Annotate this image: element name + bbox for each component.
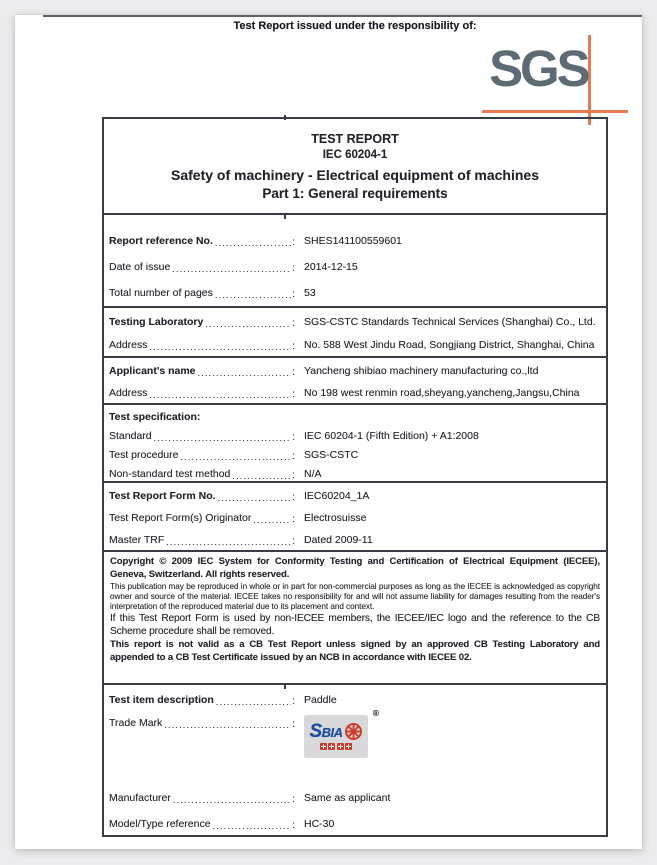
table-row: Address ..... : No. 588 West Jindu Road, Songjiang District, Shanghai, China (109, 333, 601, 356)
row-label: Model/Type reference (109, 818, 211, 830)
trademark-chinese-text (320, 743, 353, 750)
copyright-notice: Copyright © 2009 IEC System for Conformity Testing and Certification of Electrical Equipment (IECEE), Geneva, Switzerland. All rights reserved. (110, 556, 600, 580)
trademark-logo (304, 708, 379, 758)
section-test-item (104, 683, 606, 835)
dotted-leader (232, 471, 291, 481)
row-label: Standard (109, 429, 152, 442)
row-label: Test Report Form No. (109, 490, 216, 502)
dotted-leader (216, 697, 291, 707)
standard-name: Safety of machinery - Electrical equipment of machines (171, 167, 539, 183)
dotted-leader (215, 238, 291, 248)
section-test-specification (104, 403, 606, 481)
sgs-logo-text: SGS (489, 39, 588, 98)
section-report-reference (104, 213, 606, 306)
table-row: Testing Laboratory ..... : SGS-CSTC Standards Technical Services (Shanghai) Co., Ltd. (109, 310, 601, 333)
dotted-leader (215, 290, 291, 300)
table-row: Total number of pages ..... : 53 (109, 280, 601, 306)
row-value: IEC 60204-1 (Fifth Edition) + A1:2008 (304, 429, 479, 442)
row-value: Dated 2009-11 (304, 534, 373, 546)
table-row: Test Report Form No. ..... : IEC60204_1A (109, 485, 601, 507)
row-label: Trade Mark (109, 717, 163, 729)
table-row: Address ..... : No 198 west renmin road,sheyang,yancheng,Jangsu,China (109, 382, 601, 403)
sgs-logo-horizontal-line (482, 110, 628, 113)
row-label: Address (109, 338, 148, 351)
row-label: Master TRF (109, 534, 165, 546)
table-row-trademark: Trade Mark ..... : ® SBIA (109, 713, 601, 771)
dotted-leader (150, 342, 292, 352)
section-applicant (104, 356, 606, 403)
row-value: SGS-CSTC (304, 448, 359, 461)
copyright-fine-print: This publication may be reproduced in whole or in part for non-commercial purposes as long as the IECEE is acknowledged as copyright owner and source of the material. IECEE takes no responsibility for and will not assume liability for damages resulting from the reader's interpretation of the reproduced material due to its placement and context. (110, 582, 600, 611)
row-label: Report reference No. (109, 235, 213, 247)
sgs-logo (482, 33, 632, 128)
copyright-validity-note: This report is not valid as a CB Test Report unless signed by an approved CB Testing Laboratory and appended to a CB Test Certificate issued by an NCB in accordance with IECEE 02. (110, 639, 600, 663)
row-label: Non-standard test method (109, 467, 231, 480)
standard-number: IEC 60204-1 (322, 149, 388, 161)
row-label: Date of issue (109, 261, 171, 273)
row-value: No. 588 West Jindu Road, Songjiang District, Shanghai, China (304, 338, 595, 351)
dotted-leader (166, 537, 291, 547)
dotted-leader (154, 433, 291, 443)
row-value: Same as applicant (304, 792, 391, 804)
section-testing-laboratory (104, 306, 606, 356)
row-label: Address (109, 387, 148, 399)
table-row: Test item description ..... : Paddle (109, 687, 601, 713)
table-row: Model/Type reference ..... : HC-30 (109, 811, 601, 835)
scan-edge-line (43, 15, 642, 17)
row-value: SGS-CSTC Standards Technical Services (Shanghai) Co., Ltd. (304, 315, 596, 328)
row-label: Applicant's name (109, 365, 196, 377)
registered-icon: ® (372, 708, 379, 718)
table-row: Test procedure ..... : SGS-CSTC (109, 445, 601, 464)
table-row: Test Report Form(s) Originator ..... : Electrosuisse (109, 507, 601, 529)
row-value: 53 (304, 287, 316, 299)
row-value: SHES141100559601 (304, 235, 402, 247)
row-value: N/A (304, 467, 322, 480)
table-row: Report reference No. ..... : SHES141100559601 (109, 228, 601, 254)
row-label: Manufacturer (109, 792, 171, 804)
dotted-leader (218, 493, 292, 503)
section-heading: Test specification: (109, 411, 201, 423)
sgs-logo-vertical-line (588, 35, 591, 125)
table-row: Master TRF ..... : Dated 2009-11 (109, 529, 601, 550)
row-label: Test procedure (109, 448, 179, 461)
dotted-leader (198, 368, 292, 378)
table-row: Applicant's name ..... : Yancheng shibiao machinery manufacturing co.,ltd (109, 360, 601, 382)
table-row: Manufacturer ..... : Same as applicant (109, 785, 601, 811)
row-value: 2014-12-15 (304, 261, 358, 273)
report-title-block (104, 119, 606, 213)
dotted-leader (173, 795, 291, 805)
dotted-leader (205, 319, 291, 329)
test-report-table (102, 117, 608, 837)
dotted-leader (180, 452, 291, 462)
dotted-leader (164, 720, 291, 730)
standard-part: Part 1: General requirements (262, 186, 448, 201)
row-value: Yancheng shibiao machinery manufacturing co.,ltd (304, 365, 539, 377)
dotted-leader (172, 264, 291, 274)
row-value: Electrosuisse (304, 512, 367, 524)
row-value: HC-30 (304, 818, 335, 830)
copyright-usage-note: If this Test Report Form is used by non-IECEE members, the IECEE/IEC logo and the reference to the CB Scheme procedure shall be removed. (110, 613, 600, 637)
dotted-leader (150, 390, 292, 400)
row-label: Testing Laboratory (109, 315, 204, 328)
row-label: Test item description (109, 694, 214, 706)
trademark-text: SBIA (309, 721, 343, 742)
dotted-leader (213, 821, 292, 831)
issued-responsibility-label: Test Report issued under the responsibility of: (233, 20, 477, 32)
row-label: Total number of pages (109, 287, 213, 299)
document-page (15, 15, 642, 849)
dotted-leader (253, 515, 291, 525)
section-report-form (104, 481, 606, 550)
row-value: No 198 west renmin road,sheyang,yancheng,Jangsu,China (304, 387, 580, 399)
section-copyright (104, 550, 606, 683)
table-row: Non-standard test method ..... : N/A (109, 464, 601, 481)
wheel-icon (344, 722, 363, 741)
table-row: Date of issue ..... : 2014-12-15 (109, 254, 601, 280)
row-value: Paddle (304, 694, 337, 706)
row-label: Test Report Form(s) Originator (109, 512, 252, 524)
row-value: IEC60204_1A (304, 490, 370, 502)
table-row: Standard ..... : IEC 60204-1 (Fifth Edition) + A1:2008 (109, 426, 601, 445)
report-title: TEST REPORT (311, 132, 399, 146)
